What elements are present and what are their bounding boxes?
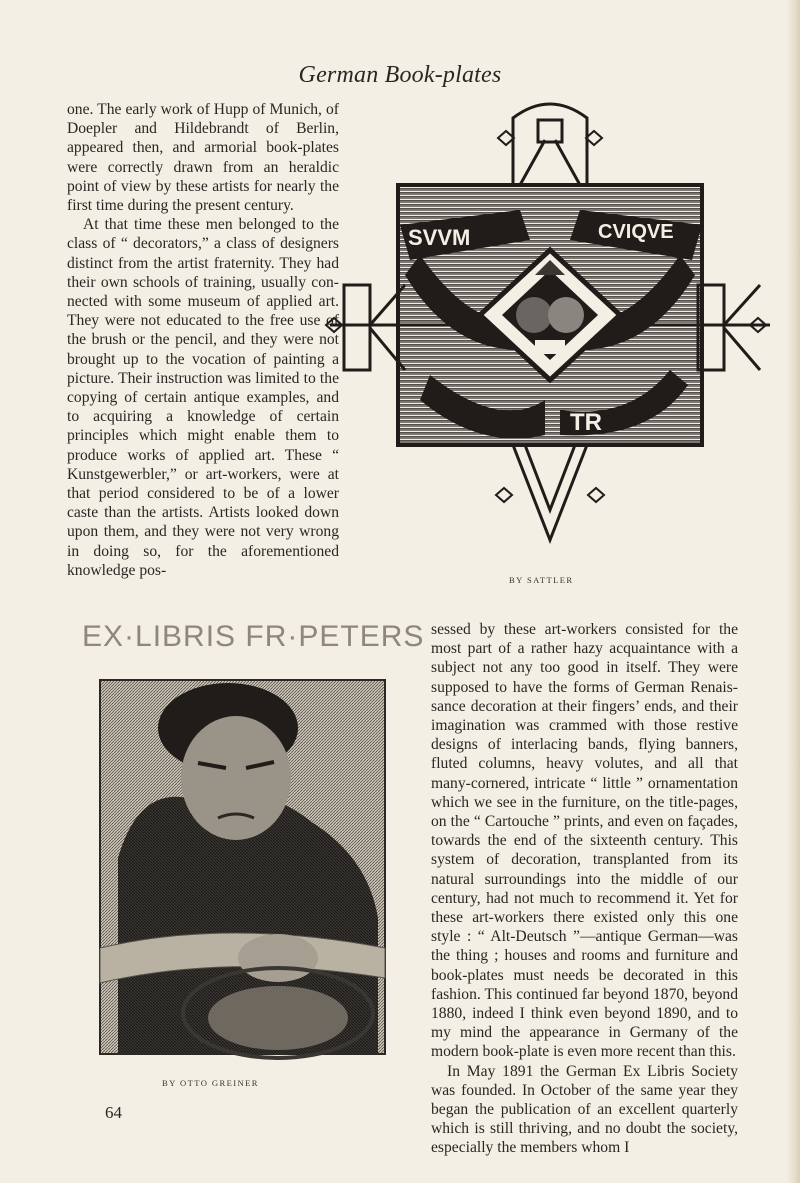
left-k-monogram: [326, 285, 405, 370]
page-number: 64: [105, 1103, 122, 1122]
paragraph: At that time these men belonged to the class of “ decorators,” a class of designers distinct from the artist fraternity. They had their own schools of training, usually connected with some museum of applied art. They were not educated to the free use of the brush or the pencil, and they were not brought up to the vocation of painting a picture. Their instruction was limited to the copying of certain antique examples, and to acquiring a knowledge of certain principles which might enable them to produce works of applied art. These “ Kunstgewerbler,” or art-workers, were at that period considered to be of a lower caste than the artists. Artists looked down upon them, and they were not very wrong in doing so, for the aforementioned knowledge pos-: [67, 216, 339, 579]
greiner-bookplate-illustration: [78, 618, 425, 1058]
banner-text-left: SVVM: [408, 225, 471, 250]
portrait-hand: [238, 934, 318, 982]
paragraph: sessed by these art-workers consisted for the most part of a rather hazy acquaintance with a subject not any too good in itself. They were supposed to have the forms of German Renaissance decoration at their fingers’ ends, and their imagination was crammed with those restive designs of interlacing bands, flying banners, fluted columns, heavy volutes, and all that many-cornered, intricate “ little ” ornamentation which we see in the furniture, on the title-pages, on the “ Cartouche ” prints, and even on façades, towards the end of the sixteenth century. This system of decoration, transplanted from its natural surroundings into the middle of our century, had not much to recommend it. Yet for these art-workers there existed only this one style : “ Alt-Deutsch ”—antique German—was the thing ; houses and rooms and furniture and book-plates must needs be decorated in this fashion. This continued far beyond 1870, beyond 1880, indeed I think even beyond 1890, and to my mind the appearance in Germany of the modern book-plate is even more recent than this.: [431, 621, 738, 1061]
paragraph: In May 1891 the German Ex Libris Society was founded. In October of the same year they began the publication of an excellent quarterly which is still thriving, and no doubt the society, especially the members whom I: [431, 1062, 738, 1157]
left-column-text: [67, 100, 339, 580]
banner-text-right: CVIQVE: [598, 221, 674, 243]
right-column-text: [431, 620, 738, 1158]
sattler-bookplate-illustration: [330, 100, 770, 570]
banner-text-bottom: TR: [570, 409, 602, 436]
greiner-title-text: EX·LIBRIS FR·PETERS: [82, 620, 425, 653]
right-k-monogram: [698, 285, 766, 370]
paragraph: one. The early work of Hupp of Munich, of Doepler and Hildebrandt of Berlin, appeared then, and armorial book-plates were correctly drawn from an heraldic point of view by these artists for nearly the first time during the present century.: [67, 101, 339, 215]
page-edge: [786, 0, 800, 1183]
caption-greiner: BY OTTO GREINER: [162, 1078, 259, 1088]
bottom-v-ornament: [496, 445, 604, 540]
running-head: German Book-plates: [298, 62, 502, 88]
portrait-face: [181, 716, 291, 840]
caption-sattler: BY SATTLER: [509, 575, 574, 585]
top-arch-ornament: [498, 104, 602, 185]
